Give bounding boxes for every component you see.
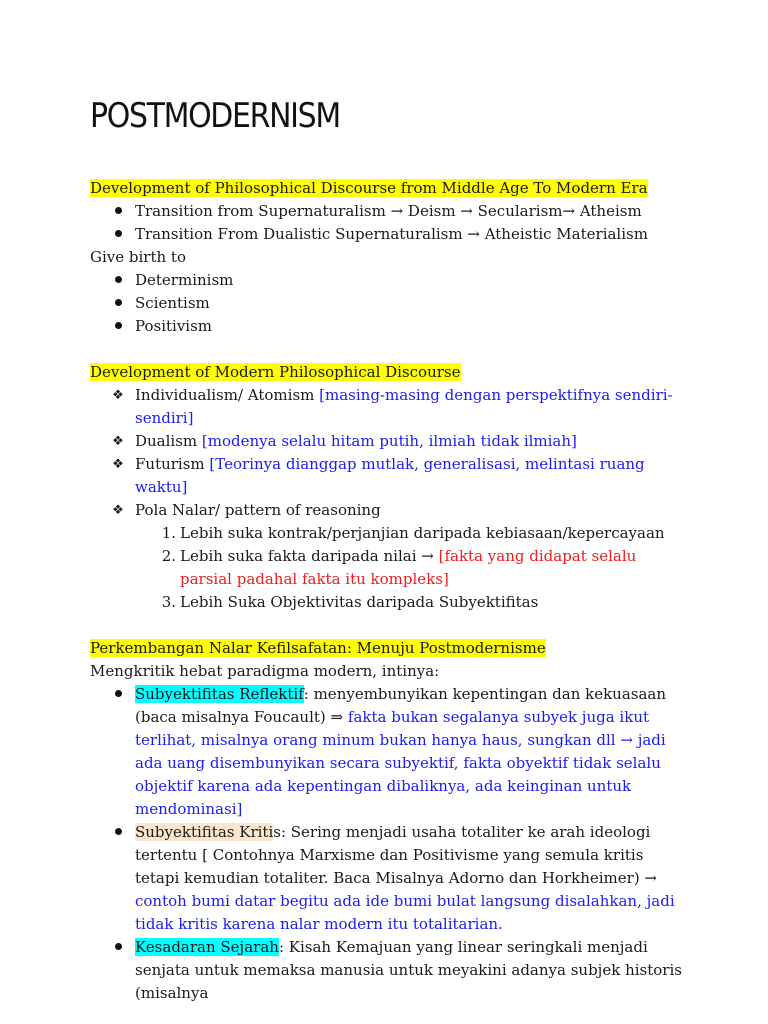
document-title: POSTMODERNISM <box>90 96 340 136</box>
numbered-item <box>90 545 690 591</box>
highlighted-heading: Development of Modern Philosophical Discourse <box>90 362 461 381</box>
highlighted-term: Subyektifitas Kriti <box>135 822 274 841</box>
list-item <box>90 430 690 453</box>
diamond-bullet-icon: ❖ <box>112 433 124 449</box>
list-item-text: : menyembunyikan kepentingan dan kekuasaan (baca misalnya Foucault) ⇒ <box>135 684 667 726</box>
bullet-list <box>90 683 690 1005</box>
bullet-list <box>90 200 690 246</box>
list-item-text: Positivism <box>135 316 213 335</box>
highlighted-heading: Development of Philosophical Discourse from Middle Age To Modern Era <box>90 178 648 197</box>
paragraph: Give birth to <box>90 247 186 266</box>
list-item <box>90 223 690 246</box>
item-number: 1. <box>161 523 176 542</box>
section-heading <box>90 637 690 660</box>
list-item <box>90 821 690 936</box>
numbered-item-text: Lebih Suka Objektivitas daripada Subyektifitas <box>180 592 539 611</box>
list-item-text: Dualism <box>135 431 202 450</box>
list-item-text: Scientism <box>135 293 210 312</box>
bullet-icon <box>115 828 122 835</box>
highlighted-term: Kesadaran Sejarah <box>135 937 279 956</box>
numbered-item-text: Lebih suka kontrak/perjanjian daripada kebiasaan/kepercayaan <box>180 523 665 542</box>
list-item <box>90 936 690 1005</box>
diamond-bullet-icon: ❖ <box>112 456 124 472</box>
list-item <box>90 384 690 430</box>
list-item-note: fakta bukan segalanya subyek juga ikut terlihat, misalnya orang minum bukan hanya haus, sungkan dll → jadi ada uang disembunyikan secara subyektif, fakta obyektif tidak selalu objektif karena ada kepentingan dibaliknya, ada keinginan untuk mendominasi] <box>135 707 666 818</box>
list-item <box>90 315 690 338</box>
bullet-icon <box>115 690 122 697</box>
paragraph: Mengkritik hebat paradigma modern, intinya: <box>90 661 440 680</box>
bullet-icon <box>115 943 122 950</box>
item-number: 3. <box>161 592 176 611</box>
numbered-item <box>90 591 690 614</box>
list-item-text: Pola Nalar/ pattern of reasoning <box>135 500 381 519</box>
list-item-note: [Teorinya dianggap mutlak, generalisasi, melintasi ruang waktu] <box>135 454 645 496</box>
list-item <box>90 499 690 522</box>
term-suffix: s <box>273 822 281 841</box>
numbered-item <box>90 522 690 545</box>
list-item-text: Transition From Dualistic Supernaturalism → Atheistic Materialism <box>135 224 648 243</box>
item-number: 2. <box>161 546 176 565</box>
list-item <box>90 200 690 223</box>
numbered-item-text: Lebih suka fakta daripada nilai → <box>180 546 439 565</box>
list-item-text: : Sering menjadi usaha totaliter ke arah ideologi tertentu [ Contohnya Marxisme dan Positivisme yang semula kritis tetapi kemudian totaliter. Baca Misalnya Adorno dan Horkheimer) → <box>135 822 658 887</box>
document-page <box>90 96 690 1005</box>
list-item <box>90 269 690 292</box>
section-heading <box>90 361 690 384</box>
list-item-text: Transition from Supernaturalism → Deism → Secularism→ Atheism <box>135 201 642 220</box>
diamond-bullet-icon: ❖ <box>112 387 124 403</box>
list-item-text: Determinism <box>135 270 234 289</box>
bullet-icon <box>115 207 122 214</box>
list-item-text: : Kisah Kemajuan yang linear seringkali menjadi senjata untuk memaksa manusia untuk meyakini adanya subjek historis (misalnya <box>135 937 682 1002</box>
bullet-icon <box>115 322 122 329</box>
list-item-note: [masing-masing dengan perspektifnya sendiri-sendiri] <box>135 385 673 427</box>
list-item <box>90 453 690 499</box>
bullet-list <box>90 269 690 338</box>
list-item-text: Individualism/ Atomism <box>135 385 320 404</box>
list-item <box>90 683 690 821</box>
section-heading <box>90 177 690 200</box>
diamond-bullet-icon: ❖ <box>112 502 124 518</box>
highlighted-term: Subyektifitas Reflektif <box>135 684 304 703</box>
list-item-note: contoh bumi datar begitu ada ide bumi bulat langsung disalahkan, jadi tidak kritis karena nalar modern itu totalitarian. <box>135 891 675 933</box>
bullet-icon <box>115 299 122 306</box>
diamond-list <box>90 384 690 522</box>
bullet-icon <box>115 230 122 237</box>
numbered-list <box>90 522 690 614</box>
bullet-icon <box>115 276 122 283</box>
highlighted-heading: Perkembangan Nalar Kefilsafatan: Menuju Postmodernisme <box>90 638 546 657</box>
list-item <box>90 292 690 315</box>
list-item-note: [modenya selalu hitam putih, ilmiah tidak ilmiah] <box>201 431 577 450</box>
list-item-text: Futurism <box>135 454 210 473</box>
numbered-item-note: [fakta yang didapat selalu parsial padahal fakta itu kompleks] <box>180 546 637 588</box>
